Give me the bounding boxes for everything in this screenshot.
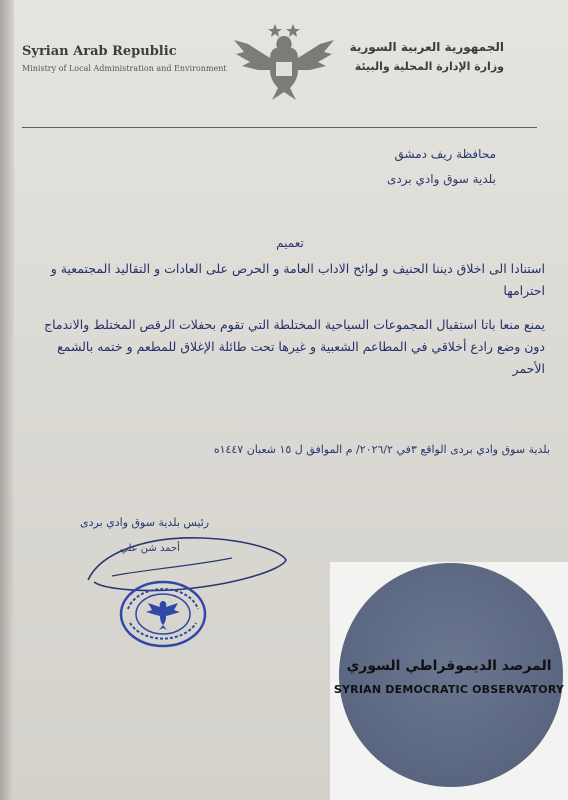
eagle-emblem-icon — [228, 18, 340, 104]
letterhead-english — [22, 44, 227, 73]
document-subject: تعميم — [276, 236, 304, 250]
letterhead-en-subtitle: Ministry of Local Administration and Environment — [22, 64, 227, 73]
signatory-name: أحمد شن علي — [120, 543, 180, 554]
body-paragraph-1: استنادا الى اخلاق ديننا الحنيف و لوائح الاداب العامة و الحرص على العادات و التقاليد المجتمعية و احترامها — [50, 261, 545, 298]
watermark-english-text: SYRIAN DEMOCRATIC OBSERVATORY — [333, 683, 565, 696]
letterhead-ar-subtitle: وزارة الإدارة المحلية والبيئة — [354, 60, 504, 73]
address-governorate: محافظة ريف دمشق — [394, 147, 496, 161]
document-body — [22, 258, 545, 392]
address-municipality: بلدية سوق وادي بردى — [387, 172, 496, 186]
letterhead-arabic — [350, 40, 504, 73]
letterhead-ar-title: الجمهورية العربية السورية — [349, 40, 504, 54]
header-divider — [22, 127, 537, 128]
signatory-title: رئيس بلدية سوق وادي بردى — [80, 516, 210, 529]
letterhead-en-title: Syrian Arab Republic — [22, 44, 177, 59]
watermark-logo — [330, 562, 568, 800]
body-paragraph-2: يمنع منعا باتا استقبال المجموعات السياحية المختلطة التي تقوم بحفلات الرقص المختلط والاندماج دون وضع رادع أخلاقي في المطاعم الشعبية و غيرها تحت طائلة الإغلاق للمطعم و ختمه بالشمع الأحمر — [44, 317, 545, 376]
watermark-arabic-text: المرصد الديموقراطي السوري — [346, 658, 552, 674]
dated-line: بلدية سوق وادي بردى الواقع ٣في ٢٠٢٦/٢/ م الموافق ل ١٥ شعبان ١٤٤٧ه — [213, 443, 550, 456]
official-stamp-icon — [118, 579, 208, 649]
watermark-circle-icon — [339, 563, 563, 787]
